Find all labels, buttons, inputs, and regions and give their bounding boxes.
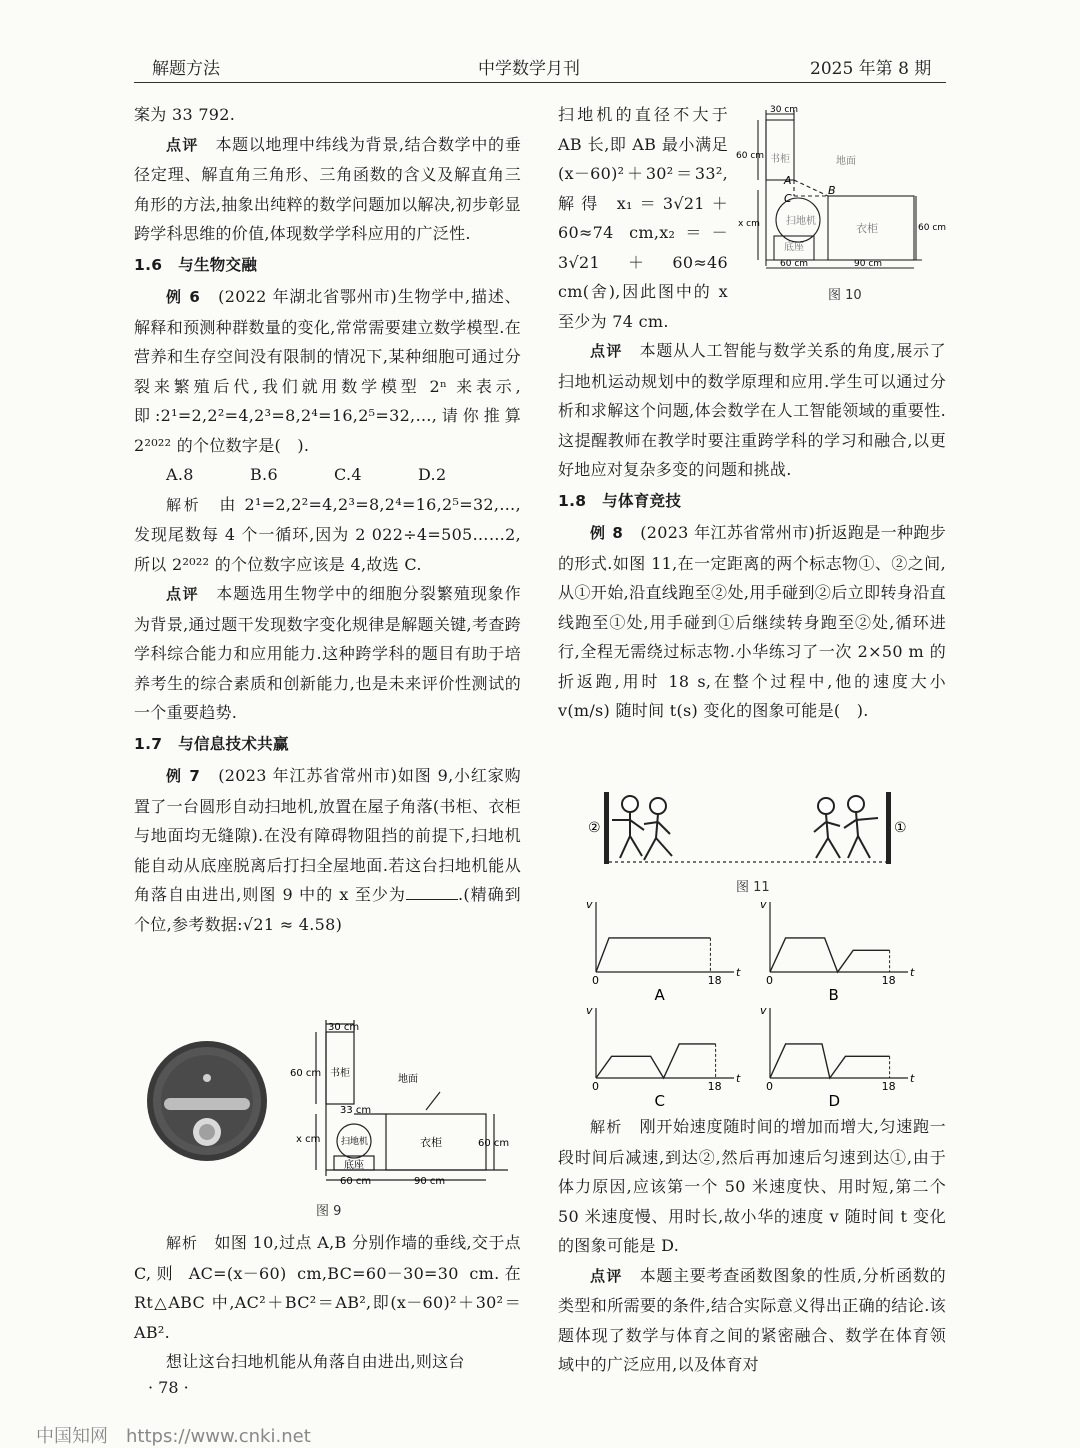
graph-curve [770,1044,890,1078]
graph-option-label: C [654,1092,665,1110]
figure-10-diagram [736,100,946,280]
paragraph-review-7 [558,336,946,485]
label-60cm: 60 cm [736,151,765,161]
section-heading-1-6: 1.6 与生物交融 [134,255,258,274]
keyword: 解析 [166,1234,199,1252]
label-floor: 地面 [836,156,856,167]
label-90cm-bottom: 90 cm [854,259,883,269]
label-robot: 扫地机 [786,216,816,227]
t-axis-label: t [736,1072,741,1085]
option-d: D.2 [418,465,447,484]
label-60cm-bottom: 60 cm [780,259,809,269]
tick-label-18: 18 [881,1080,896,1093]
option-a: A.8 [166,465,194,484]
t-axis-label: t [736,966,741,979]
label-floor: 地面 [398,1074,418,1085]
keyword: 点评 [166,585,200,603]
right-column-middle [558,336,946,726]
t-axis-label: t [910,1072,915,1085]
label-robot: 扫地机 [341,1137,369,1147]
graph-curve [770,938,890,972]
label-wardrobe: 衣柜 [420,1136,442,1149]
paragraph-solution-7 [134,1228,521,1347]
label-60cm-bottom: 60 cm [340,1176,372,1187]
runner-icon-right [814,796,878,858]
paragraph-text: 本题从人工智能与数学关系的角度,展示了扫地机运动规划中的数学原理和应用.学生可以通过分析和求解这个问题,体会数学在人工智能领域的重要性.这提醒教师在教学时要注重跨学科的学习和融合,以更好地应对复杂多变的问题和挑战. [558,341,946,479]
paragraph-text: 本题选用生物学中的细胞分裂繁殖现象作为背景,通过题干发现数字变化规律是解题关键,考查跨学科综合能力和应用能力.这种跨学科的题目有助于培养考生的综合素质和创新能力,也是未来评价性测试的一个重要趋势. [134,584,521,722]
header-section: 解题方法 [152,59,220,79]
point-c: C [784,192,792,205]
marker-1: ① [894,820,907,836]
left-column-lower [134,1228,521,1377]
option-c: C.4 [334,465,362,484]
figure-10-caption: 图 10 [828,288,862,303]
runner-icon-left [612,796,672,860]
header-issue: 2025 年第 8 期 [810,59,932,79]
paragraph-text: 刚开始速度随时间的增加而增大,匀速跑一段时间后减速,到达②,然后再加速后匀速到达①,由于体力原因,应该第一个 50 米速度快、用时短,第二个 50 米速度慢、用时长,故小华的速度 v 随时间 t 变化的图象可能是 D. [558,1117,946,1255]
label-30cm: 30 cm [770,105,799,115]
paragraph-text: 本题以地理中纬线为背景,结合数学中的垂径定理、解直角三角形、三角函数的含义及解直角三角形的方法,抽象出纯粹的数学问题加以解决,初步彰显跨学科思维的价值,体现数学学科应用的广泛性. [134,134,521,243]
marker-2: ② [588,820,601,836]
graph-option-label: D [828,1092,841,1110]
keyword: 点评 [590,342,623,360]
keyword: 点评 [590,1266,623,1285]
origin-label: 0 [592,1080,599,1093]
keyword: 点评 [166,135,199,154]
origin-label: 0 [592,974,599,987]
paragraph-review-1 [134,130,521,249]
graph-curve [596,1044,716,1078]
tick-label-18: 18 [881,974,896,987]
paragraph-text: .(精确到个位,参考数据:√21 ≈ 4.58) [134,885,521,934]
answer-blank [406,885,458,900]
paragraph-text: 如图 10,过点 A,B 分别作墙的垂线,交于点 C,则 AC=(x－60) cm,BC=60－30=30 cm.在 Rt△ABC 中,AC²＋BC²＝AB²,即(x－60)²＋30²＝AB². [134,1233,521,1342]
v-axis-label: v [586,1004,593,1017]
point-b: B [828,184,836,197]
left-column [134,100,521,939]
keyword: 解析 [166,495,202,514]
label-base: 底座 [344,1160,364,1171]
t-axis-label: t [910,966,915,979]
v-axis-label: v [760,900,767,911]
graph-curve [596,938,710,972]
label-base: 底座 [784,242,804,253]
keyword: 例 8 [590,524,624,542]
v-axis-label: v [586,900,593,911]
origin-label: 0 [766,1080,773,1093]
label-60cm: 60 cm [290,1068,322,1079]
figure-11-illustration [586,790,926,866]
page-number: · 78 · [148,1378,189,1397]
paragraph-example-8 [558,518,946,726]
figure-9-diagram [290,1010,520,1190]
paragraph-review-6 [134,579,521,728]
section-heading-1-8: 1.8 与体育竞技 [558,491,682,510]
text-line: 案为 33 792. [134,105,236,124]
paragraph-example-6 [134,282,521,460]
paragraph-text: (2022 年湖北省鄂州市)生物学中,描述、解释和预测种群数量的变化,常常需要建立数学模型.在营养和生存空间没有限制的情况下,某种细胞可通过分裂来繁殖后代,我们就用数学模型 2ⁿ 来表示,即:2¹=2,2²=4,2³=8,2⁴=16,2⁵=32,…,请你推算 2²⁰²² 的个位数字是( ). [134,287,521,455]
paragraph-continued: 扫地机的直径不大于 AB 长,即 AB 最小满足(x－60)²＋30²＝33²,解得 x₁＝3√21＋60≈74 cm,x₂＝－3√21＋60≈46 cm(舍),因此图中的 x 至少为 74 cm. [558,105,728,331]
robot-vacuum-image [146,1040,268,1162]
header-rule [134,82,946,83]
label-33cm: 33 cm [340,1105,372,1116]
label-x-cm: x cm [296,1134,321,1145]
label-60cm-right: 60 cm [478,1138,510,1149]
options-row [134,460,521,490]
header-journal: 中学数学月刊 [478,59,580,79]
label-wardrobe: 衣柜 [856,222,878,235]
figure-9-caption: 图 9 [316,1204,342,1219]
paragraph-text: 本题主要考查函数图象的性质,分析函数的类型和所需要的条件,结合实际意义得出正确的结论.该题体现了数学与体育之间的紧密融合、数学在体育领域中的广泛应用,以及体育对 [558,1265,946,1374]
keyword: 例 6 [166,288,201,306]
paragraph-text: 由 2¹=2,2²=4,2³=8,2⁴=16,2⁵=32,…,发现尾数每 4 个一循环,因为 2 022÷4=505……2,所以 2²⁰²² 的个位数字应该是 4,故选 C. [134,494,521,574]
tick-label-18: 18 [707,1080,722,1093]
label-x-cm: x cm [738,219,760,229]
paragraph-solution-6 [134,490,521,580]
paragraph-solution-8 [558,1112,946,1261]
paragraph-text: (2023 年江苏省常州市)如图 9,小红家购置了一台圆形自动扫地机,放置在屋子角落(书柜、衣柜与地面均无缝隙).在没有障碍物阻挡的前提下,扫地机能自动从底座脱离后打扫全屋地面.若这台扫地机能从角落自由进出,则图 9 中的 x 至少为 [134,766,521,904]
graph-option-label: B [828,986,839,1004]
origin-label: 0 [766,974,773,987]
paragraph-text: (2023 年江苏省常州市)折返跑是一种跑步的形式.如图 11,在一定距离的两个标志物①、②之间,从①开始,沿直线跑至②处,用手碰到②后立即转身沿直线跑至①处,用手碰到①后继续转身跑至②处,循环进行,全程无需绕过标志物.小华练习了一次 2×50 m 的折返跑,用时 18 s,在整个过程中,他的速度大小 v(m/s) 随时间 t(s) 变化的图象可能是( ). [558,523,946,720]
tick-label-18: 18 [707,974,722,987]
right-column-top-text [558,100,728,336]
paragraph-review-8 [558,1261,946,1380]
footer-watermark: 中国知网 https://www.cnki.net [36,1426,311,1447]
graph-option-label: A [654,986,665,1004]
label-90cm-bottom: 90 cm [414,1176,446,1187]
paragraph-example-7 [134,761,521,939]
v-axis-label: v [760,1004,767,1017]
figure-11-caption: 图 11 [736,880,770,895]
label-30cm: 30 cm [328,1022,360,1033]
keyword: 例 7 [166,767,201,785]
label-bookshelf: 书柜 [770,154,790,165]
label-bookshelf: 书柜 [330,1068,350,1079]
right-column-bottom [558,1112,946,1380]
velocity-time-graphs [574,900,944,1112]
keyword: 解析 [590,1118,623,1136]
option-b: B.6 [250,465,278,484]
section-heading-1-7: 1.7 与信息技术共赢 [134,734,289,753]
label-60cm-right: 60 cm [918,223,946,233]
paragraph-solution-7b: 想让这台扫地机能从角落自由进出,则这台 [166,1352,465,1371]
point-a: A [784,174,792,187]
